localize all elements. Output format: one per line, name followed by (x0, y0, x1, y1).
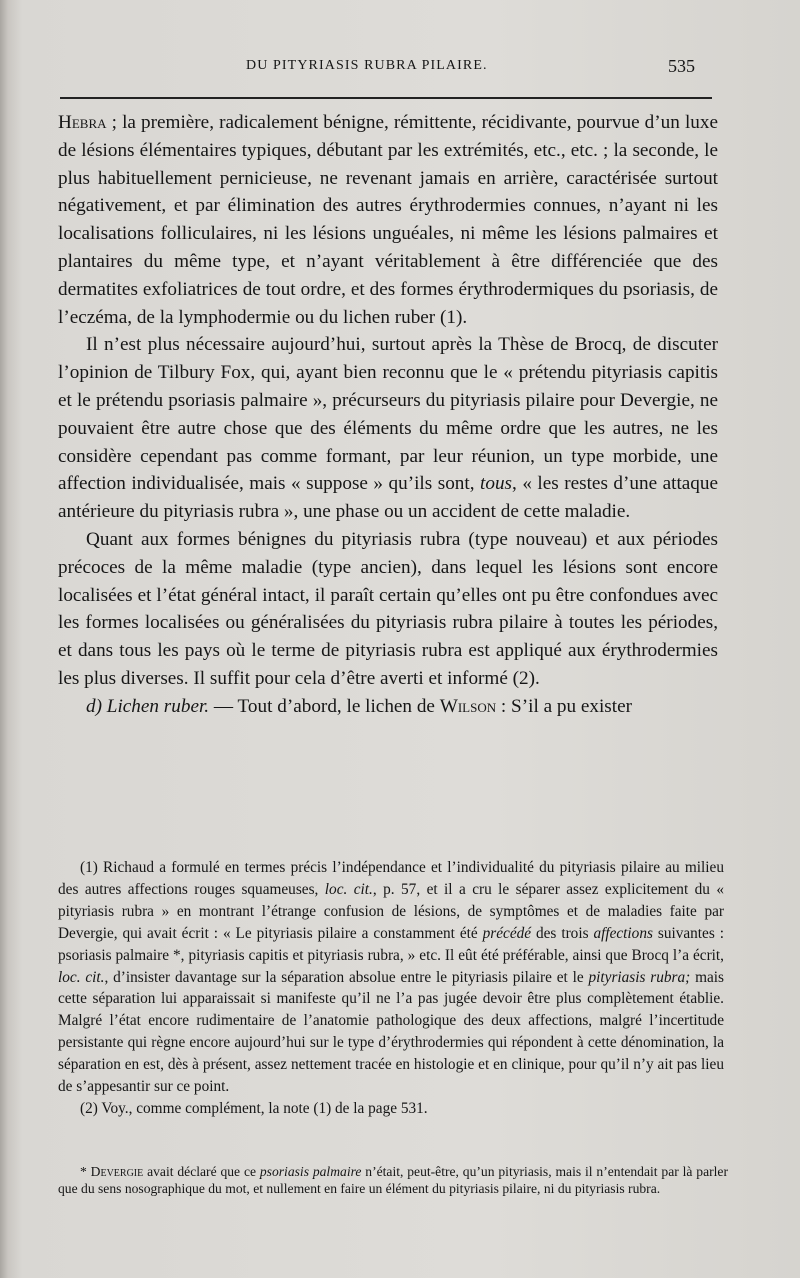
footnote-text: mais cette séparation lui apparaissait si manifeste qu’il ne l’a pas jugée devoir être plus complètement établie. Malgré l’état encore rudimentaire de l’anatomie pathologique des deux affections, malgré l’incertitude persistante qui règne encore aujourd’hui sur le type d’érythrodermies qui répondent à cette dénomination, la séparation en est, dès à présent, assez nettement tracée en histologie et en clinique, pour qu’il n’y ait pas lieu de s’appesantir sur ce point. (58, 968, 724, 1096)
running-head (0, 56, 800, 80)
section-heading: d) Lichen ruber. (86, 695, 210, 717)
note-text: n’était, peut-être, qu’un pityriasis, mais il n’entendait par là parler que du sens nosographique du mot, et nullement en faire un élément du pityriasis pilaire, ni du pityriasis rubra. (58, 1164, 728, 1196)
footnote-1 (58, 857, 724, 1098)
author-name: Hebra (58, 112, 107, 133)
paragraph-text: Il n’est plus nécessaire aujourd’hui, surtout après la Thèse de Brocq, de discuter l’opinion de Tilbury Fox, qui, ayant bien reconnu que le « prétendu pityriasis capitis et le prétendu psoriasis palmaire », précurseurs du pityriasis pilaire pour Devergie, ne pouvaient être autre chose que des éléments du même ordre que les autres, ne les considère cependant pas comme formant, par leur réunion, un type morbide, une affection individualisée, mais « suppose » qu’ils sont, (58, 334, 718, 495)
paragraph-4 (58, 693, 718, 721)
asterisk-marker: * (80, 1164, 91, 1179)
note-text: avait déclaré que ce (143, 1164, 260, 1179)
asterisk-note-text (58, 1163, 728, 1197)
emphasis: tous (480, 473, 513, 495)
footnote-text: (1) Richaud a formulé en termes précis l’indépendance et l’individualité du pityriasis pilaire au milieu des autres affections rouges squameuses, (58, 859, 724, 898)
paragraph-text: — Tout d’abord, le lichen de (209, 695, 440, 717)
header-rule (60, 97, 712, 99)
emphasis: affections (593, 924, 653, 942)
paragraph-text: ; la première, radicalement bénigne, rémittente, récidivante, pourvue d’un luxe de lésions élémentaires typiques, débutant par les extrémités, etc., etc. ; la seconde, le plus habituellement pernicieuse, ne revenant jamais en arrière, caractérisée surtout négativement, et par élimination des autres érythrodermies connues, n’ayant ni les localisations folliculaires, ni les lésions unguéales, ni même les lésions palmaires et plantaires du même type, et n’ayant véritablement à être différenciée que des dermatites exfoliatrices de tout ordre, et des formes érythrodermiques du psoriasis, de l’eczéma, de la lymphodermie ou du lichen ruber (1). (58, 112, 718, 328)
emphasis: psoriasis palmaire (259, 1164, 362, 1179)
footnote-text: , d’insister davantage sur la séparation absolue entre le pityriasis pilaire et le (104, 968, 589, 986)
main-text (58, 109, 718, 721)
emphasis: précédé (482, 924, 532, 942)
paragraph-text: , « les restes d’une attaque antérieure du pityriasis rubra », une phase ou un accident de cette maladie. (58, 473, 718, 523)
author-name: Devergie (90, 1164, 144, 1179)
footnote-text: suivantes : psoriasis palmaire *, pityriasis capitis et pityriasis rubra, » etc. Il eût été préférable, ainsi que Brocq l’a écrit, (58, 924, 724, 964)
paragraph-2 (58, 331, 718, 526)
footnote-text: des trois (531, 924, 594, 942)
running-title: DU PITYRIASIS RUBRA PILAIRE. (246, 58, 488, 73)
footnote-text: , p. 57, et il a cru le séparer assez explicitement du « pityriasis rubra » en montrant l’étrange confusion de lésions, de symptômes et de maladies faite par Devergie, qui avait écrit : « Le pityriasis pilaire a constamment été (58, 880, 724, 942)
emphasis: loc. cit. (58, 968, 105, 986)
emphasis: pityriasis rubra; (588, 968, 691, 986)
paragraph-1 (58, 109, 718, 331)
footnotes (58, 857, 724, 1120)
footnote-2: (2) Voy., comme complément, la note (1) de la page 531. (80, 1099, 428, 1117)
paragraph-3: Quant aux formes bénignes du pityriasis rubra (type nouveau) et aux périodes précoces de la même maladie (type ancien), dans lequel les lésions sont encore localisées et l’état général intact, il paraît certain qu’elles ont pu être confondues avec les formes localisées ou généralisées du pityriasis rubra pilaire à toutes les périodes, et dans tous les pays où le terme de pityriasis rubra est appliqué aux érythrodermies les plus diverses. Il suffit pour cela d’être averti et informé (2). (58, 528, 718, 689)
paragraph-text: : S’il a pu exister (496, 695, 633, 717)
page-number: 535 (668, 56, 695, 76)
asterisk-note (58, 1163, 728, 1197)
author-name: Wilson (439, 695, 497, 717)
emphasis: loc. cit. (324, 880, 373, 898)
